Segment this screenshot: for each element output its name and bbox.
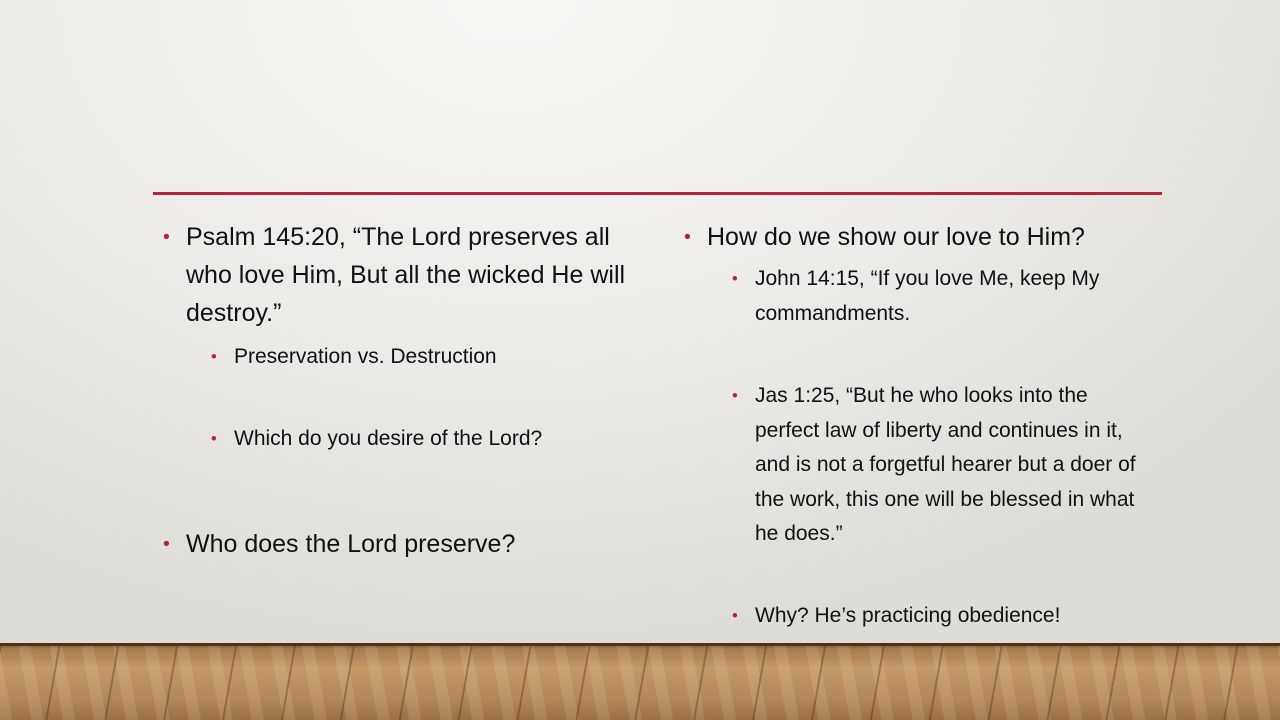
bullet-text: How do we show our love to Him? bbox=[707, 223, 1085, 251]
left-bullet-list bbox=[163, 218, 643, 563]
sub-bullet-desire bbox=[163, 422, 643, 457]
bullet-show-love bbox=[684, 218, 1154, 256]
sub-bullet-jas-1-25 bbox=[684, 379, 1154, 552]
bullet-text: Who does the Lord preserve? bbox=[186, 530, 516, 558]
bullet-text: Jas 1:25, “But he who looks into the perfect law of liberty and continues in it, and is not a forgetful hearer but a doer of the work, this one will be blessed in what he does.” bbox=[755, 384, 1136, 545]
bullet-icon: • bbox=[684, 226, 691, 248]
bullet-icon: • bbox=[211, 348, 217, 366]
bullet-icon: • bbox=[732, 270, 738, 288]
sub-bullet-preservation bbox=[163, 340, 643, 375]
sub-bullet-obedience bbox=[684, 599, 1154, 634]
bullet-icon: • bbox=[732, 387, 738, 405]
bullet-icon: • bbox=[211, 429, 217, 448]
bullet-text: Which do you desire of the Lord? bbox=[234, 426, 543, 450]
wood-floor-decoration bbox=[0, 643, 1280, 720]
bullet-icon: • bbox=[732, 606, 738, 625]
bullet-text: Psalm 145:20, “The Lord preserves all who love Him, But all the wicked He will destroy.” bbox=[186, 223, 626, 327]
left-content-column bbox=[163, 218, 643, 563]
right-content-column bbox=[684, 218, 1154, 633]
bullet-text: John 14:15, “If you love Me, keep My commandments. bbox=[755, 267, 1100, 325]
bullet-who-preserve bbox=[163, 525, 643, 563]
bullet-text: Why? He’s practicing obedience! bbox=[755, 603, 1061, 627]
floor-edge-line bbox=[0, 643, 1280, 646]
sub-bullet-john-14-15 bbox=[684, 262, 1154, 331]
right-bullet-list bbox=[684, 218, 1154, 633]
title-divider-line bbox=[153, 192, 1162, 195]
bullet-icon: • bbox=[163, 533, 170, 555]
bullet-icon: • bbox=[163, 226, 170, 248]
bullet-psalm-145-20 bbox=[163, 218, 643, 332]
bullet-text: Preservation vs. Destruction bbox=[234, 345, 497, 368]
